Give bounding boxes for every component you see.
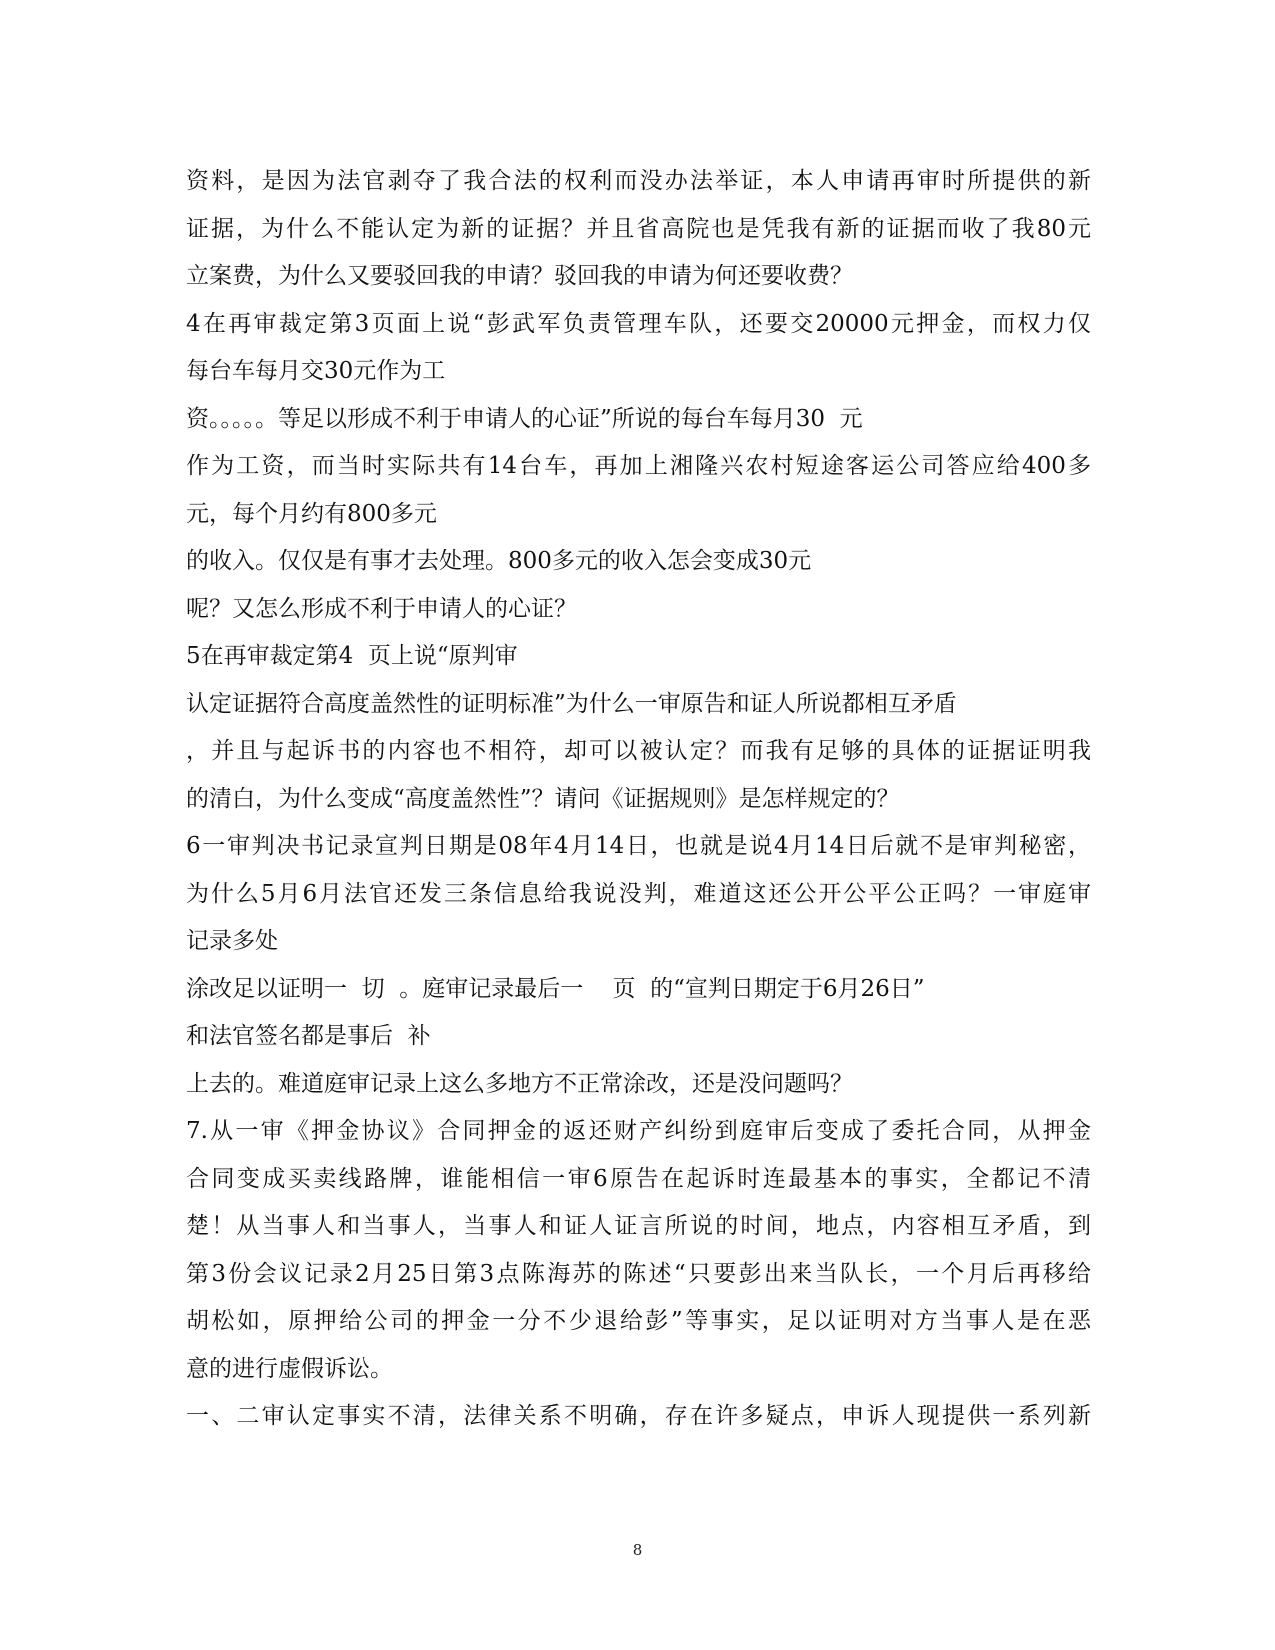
text-line-9: 的收入。仅仅是有事才去处理。800多元的收入怎会变成30元 [186,548,812,574]
text-line-5: 每台车每月交30元作为工 [186,358,446,384]
text-line-1: 资料，是因为法官剥夺了我合法的权利而没办法举证，本人申请再审时所提供的新 [186,168,1091,194]
text-line-15: 6一审判决书记录宣判日期是08年4月14日，也就是说4月14日后就不是审判秘密， [186,833,1091,859]
text-line-10: 呢？又怎么形成不利于申请人的心证？ [186,595,577,622]
text-line-12: 认定证据符合高度盖然性的证明标准”为什么一审原告和证人所说都相互矛盾 [186,690,957,717]
text-line-26: 意的进行虚假诉讼。 [186,1355,393,1382]
text-line-27: 一、二审认定事实不清，法律关系不明确，存在许多疑点，申诉人现提供一系列新 [186,1403,1091,1429]
text-line-25: 胡松如，原押给公司的押金一分不少退给彭”等事实，足以证明对方当事人是在恶 [186,1308,1091,1334]
text-line-20: 上去的。难道庭审记录上这么多地方不正常涂改，还是没问题吗？ [186,1070,853,1097]
text-line-17: 记录多处 [186,928,278,954]
page-number: 8 [632,1541,643,1559]
text-line-2: 证据，为什么不能认定为新的证据？并且省高院也是凭我有新的证据而收了我80元 [186,215,1091,242]
text-line-24: 第3份会议记录2月25日第3点陈海苏的陈述“只要彭出来当队长，一个月后再移给 [186,1260,1091,1287]
text-line-13: ，并且与起诉书的内容也不相符，却可以被认定？而我有足够的具体的证据证明我 [186,738,1091,764]
text-line-11: 5在再审裁定第4 页上说“原判审 [186,643,518,669]
body-text [186,158,1091,1441]
text-line-4: 4在再审裁定第3页面上说“彭武军负责管理车队，还要交20000元押金，而权力仅 [186,310,1091,337]
text-line-8: 元，每个月约有800多元 [186,500,437,527]
text-line-22: 合同变成买卖线路牌，谁能相信一审6原告在起诉时连最基本的事实，全都记不清 [186,1165,1091,1192]
text-line-6: 资。。。。。等足以形成不利于申请人的心证”所说的每台车每月30 元 [186,405,863,432]
text-line-16: 为什么5月6月法官还发三条信息给我说没判，难道这还公开公平公正吗？一审庭审 [186,880,1091,907]
text-line-3: 立案费，为什么又要驳回我的申请？驳回我的申请为何还要收费？ [186,263,853,289]
text-line-14: 的清白，为什么变成“高度盖然性”？请问《证据规则》是怎样规定的？ [186,785,900,812]
text-line-7: 作为工资，而当时实际共有14台车，再加上湘隆兴农村短途客运公司答应给400多 [186,453,1091,479]
text-line-19: 和法官签名都是事后 补 [186,1023,431,1049]
text-line-23: 楚！从当事人和当事人，当事人和证人证言所说的时间，地点，内容相互矛盾，到 [186,1213,1091,1239]
text-line-18: 涂改足以证明一 切 。庭审记录最后一 页 的“宣判日期定于6月26日” [186,975,925,1002]
text-line-21: 7.从一审《押金协议》合同押金的返还财产纠纷到庭审后变成了委托合同，从押金 [186,1118,1091,1144]
